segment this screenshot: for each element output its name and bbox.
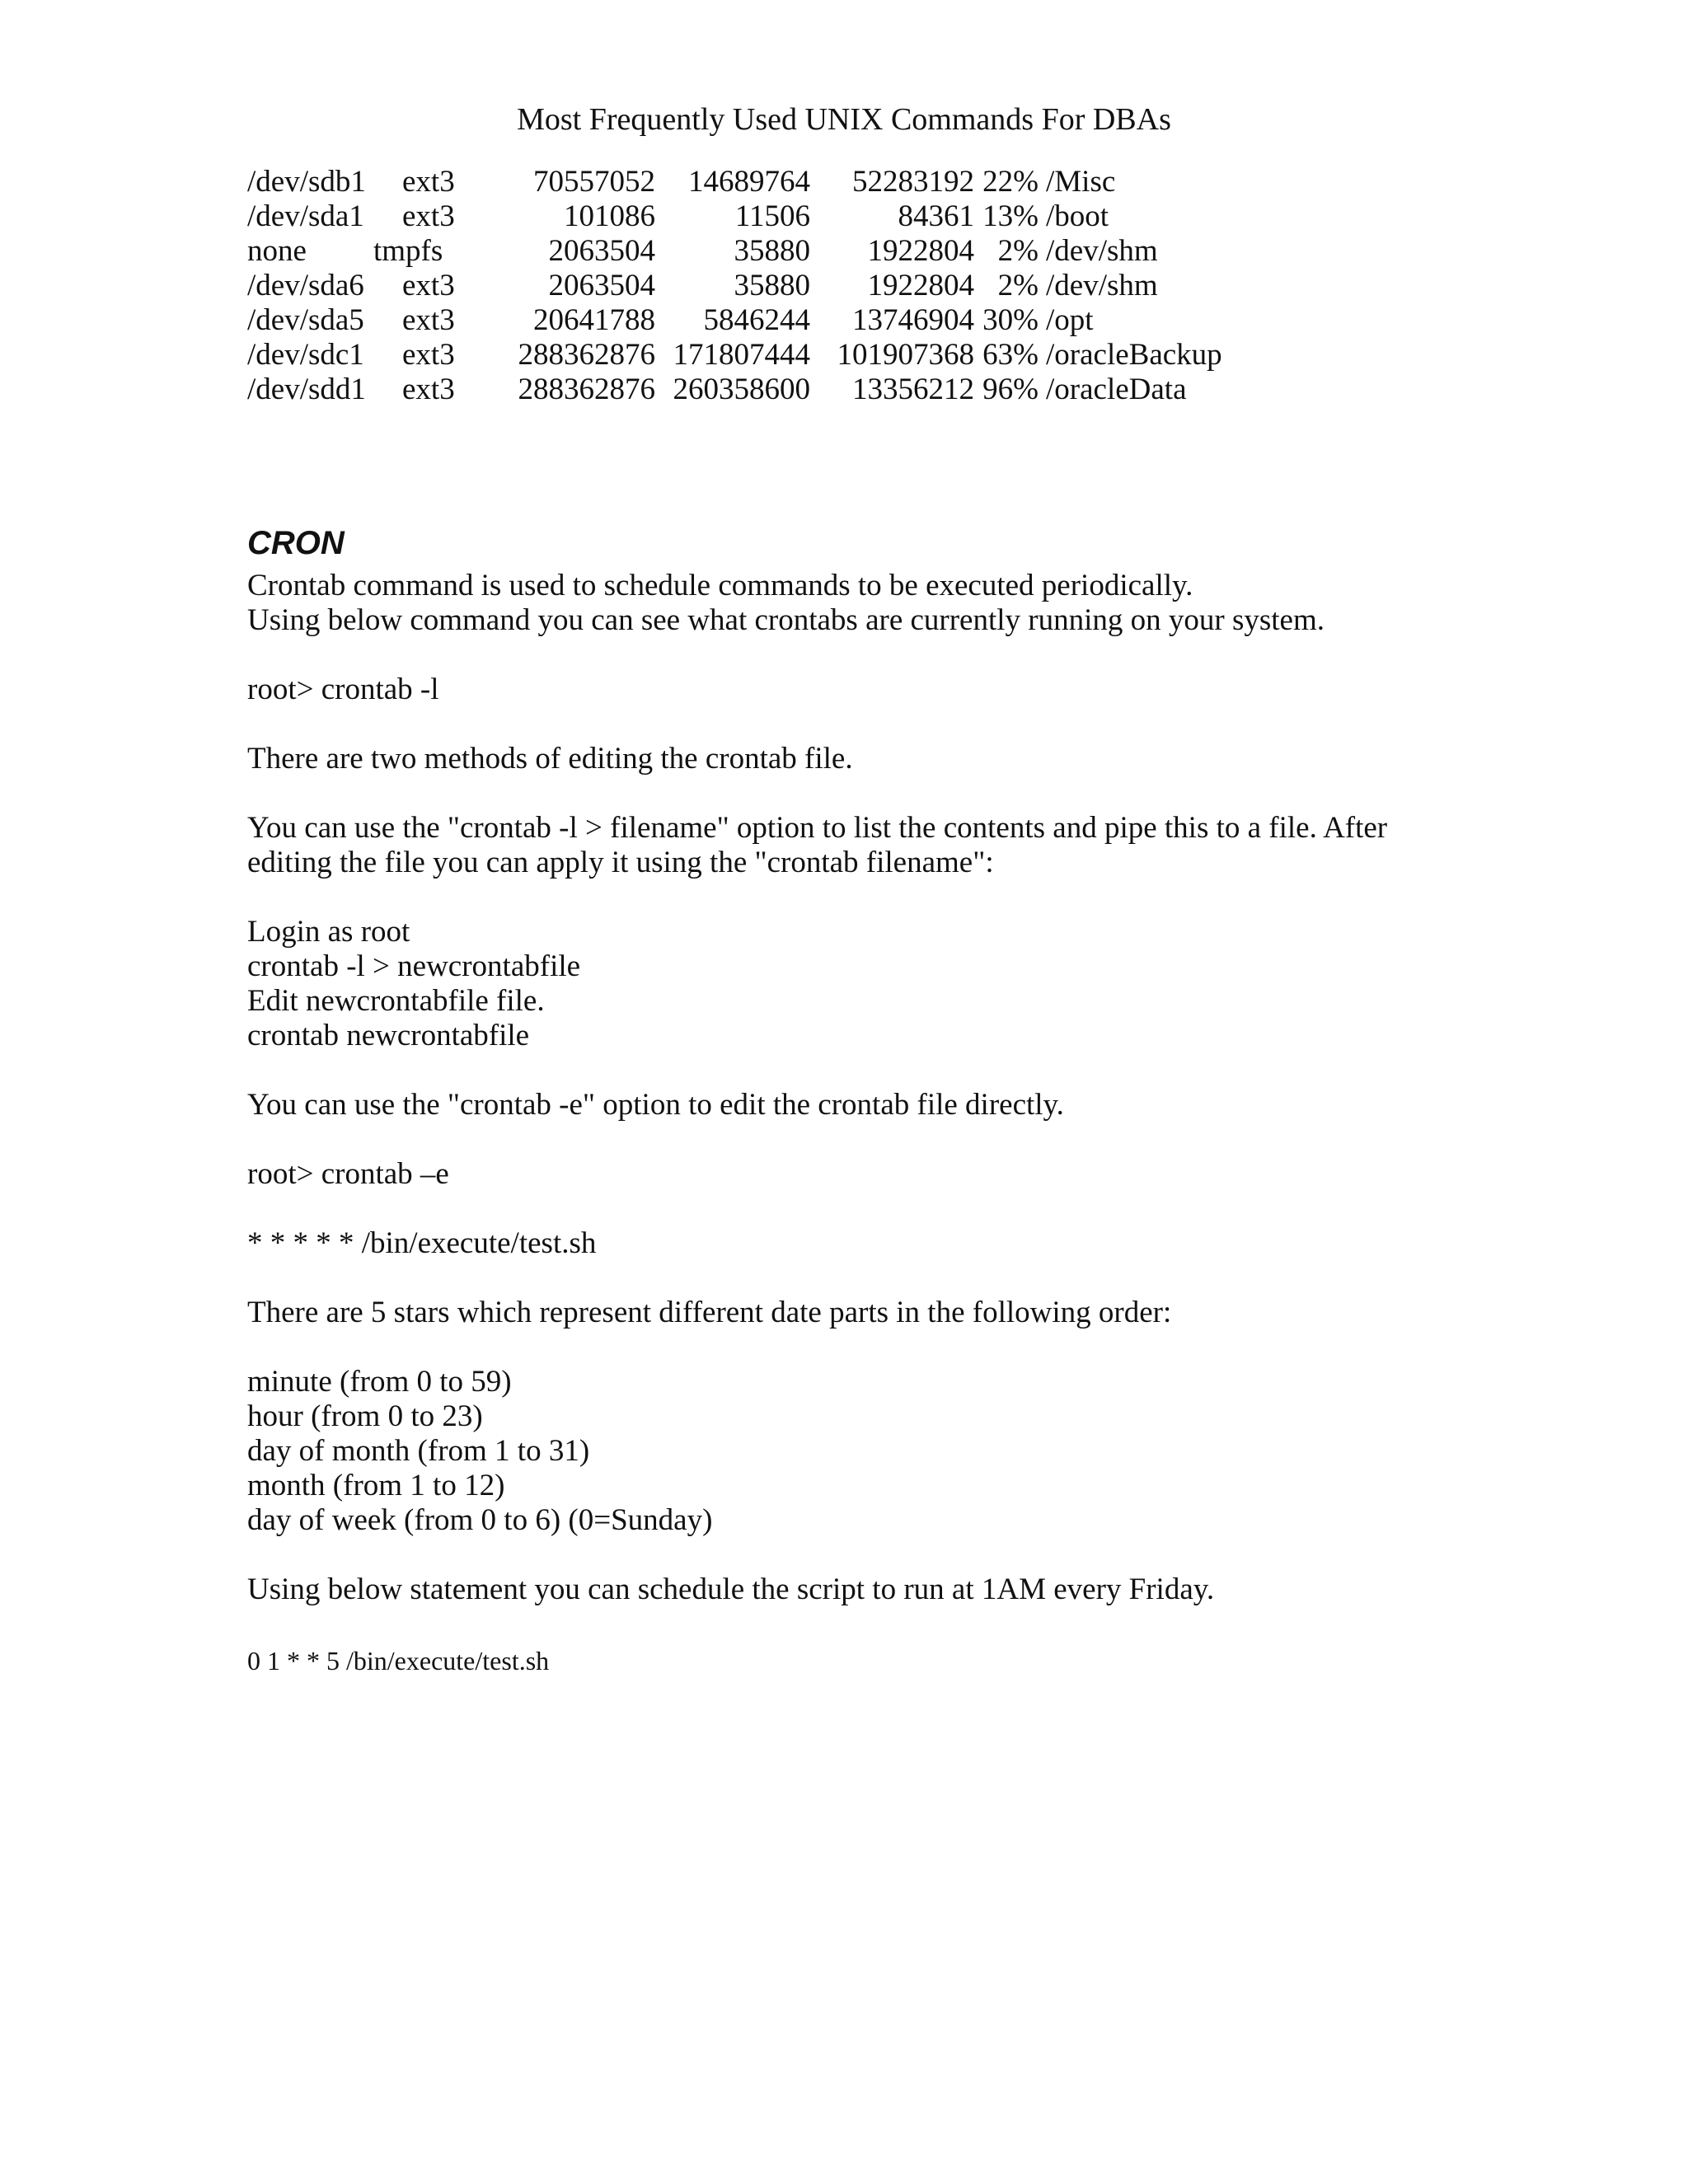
device-cell: none <box>247 234 307 268</box>
step-line: crontab newcrontabfile <box>247 1019 530 1052</box>
type-cell: ext3 <box>402 269 455 302</box>
use-percent-cell: 2% <box>997 269 1039 302</box>
available-cell: 101907368 <box>837 338 974 372</box>
available-cell: 1922804 <box>867 234 974 268</box>
field-line: day of week (from 0 to 6) (0=Sunday) <box>247 1503 713 1537</box>
device-cell: /dev/sdc1 <box>247 338 364 372</box>
type-cell: ext3 <box>402 303 455 337</box>
available-cell: 52283192 <box>852 165 974 199</box>
mount-cell: /dev/shm <box>1046 269 1158 302</box>
type-cell: ext3 <box>402 373 455 406</box>
mount-cell: /opt <box>1046 303 1094 337</box>
friday-intro-line: Using below statement you can schedule the script to run at 1AM every Friday. <box>247 1572 1215 1606</box>
use-percent-cell: 22% <box>982 165 1039 199</box>
mount-cell: /Misc <box>1046 165 1116 199</box>
step-line: Edit newcrontabfile file. <box>247 984 545 1018</box>
used-cell: 35880 <box>734 269 810 302</box>
type-cell: ext3 <box>402 199 455 233</box>
table-row <box>247 269 1236 303</box>
type-cell: tmpfs <box>373 234 443 268</box>
table-row <box>247 338 1236 373</box>
use-percent-cell: 13% <box>982 199 1039 233</box>
cron-intro-line: Using below command you can see what crontabs are currently running on your system. <box>247 603 1325 637</box>
field-line: month (from 1 to 12) <box>247 1469 505 1502</box>
table-row <box>247 165 1236 199</box>
use-percent-cell: 63% <box>982 338 1039 372</box>
type-cell: ext3 <box>402 165 455 199</box>
method-one-line: editing the file you can apply it using the "crontab filename": <box>247 846 994 879</box>
size-cell: 20641788 <box>533 303 655 337</box>
size-cell: 2063504 <box>548 234 655 268</box>
size-cell: 288362876 <box>518 338 655 372</box>
table-row <box>247 303 1236 338</box>
crontab-edit-command: root> crontab –e <box>247 1157 449 1191</box>
size-cell: 70557052 <box>533 165 655 199</box>
mount-cell: /dev/shm <box>1046 234 1158 268</box>
use-percent-cell: 2% <box>997 234 1039 268</box>
available-cell: 13356212 <box>852 373 974 406</box>
page-title: Most Frequently Used UNIX Commands For DBAs <box>517 102 1171 137</box>
method-two-line: You can use the "crontab -e" option to edit the crontab file directly. <box>247 1088 1064 1122</box>
stars-intro-line: There are 5 stars which represent different date parts in the following order: <box>247 1296 1172 1329</box>
crontab-list-command: root> crontab -l <box>247 673 439 706</box>
method-one-line: You can use the "crontab -l > filename" option to list the contents and pipe this to a file. After <box>247 811 1388 845</box>
used-cell: 260358600 <box>673 373 810 406</box>
disk-usage-table <box>247 165 1236 407</box>
use-percent-cell: 96% <box>982 373 1039 406</box>
device-cell: /dev/sdb1 <box>247 165 366 199</box>
cron-intro-line: Crontab command is used to schedule commands to be executed periodically. <box>247 569 1193 602</box>
step-line: crontab -l > newcrontabfile <box>247 949 581 983</box>
use-percent-cell: 30% <box>982 303 1039 337</box>
size-cell: 288362876 <box>518 373 655 406</box>
used-cell: 35880 <box>734 234 810 268</box>
mount-cell: /oracleData <box>1046 373 1187 406</box>
table-row <box>247 199 1236 234</box>
device-cell: /dev/sda6 <box>247 269 364 302</box>
size-cell: 101086 <box>564 199 655 233</box>
table-row <box>247 234 1236 269</box>
mount-cell: /oracleBackup <box>1046 338 1222 372</box>
cron-heading: CRON <box>247 525 345 561</box>
size-cell: 2063504 <box>548 269 655 302</box>
field-line: hour (from 0 to 23) <box>247 1399 483 1433</box>
example-cron-entry: * * * * * /bin/execute/test.sh <box>247 1226 597 1260</box>
field-line: day of month (from 1 to 31) <box>247 1434 590 1468</box>
device-cell: /dev/sda1 <box>247 199 364 233</box>
used-cell: 5846244 <box>703 303 810 337</box>
available-cell: 13746904 <box>852 303 974 337</box>
available-cell: 1922804 <box>867 269 974 302</box>
mount-cell: /boot <box>1046 199 1109 233</box>
field-line: minute (from 0 to 59) <box>247 1365 512 1399</box>
device-cell: /dev/sdd1 <box>247 373 366 406</box>
used-cell: 11506 <box>734 199 810 233</box>
table-row <box>247 373 1236 407</box>
friday-cron-entry: 0 1 * * 5 /bin/execute/test.sh <box>247 1646 550 1675</box>
device-cell: /dev/sda5 <box>247 303 364 337</box>
step-line: Login as root <box>247 915 410 949</box>
type-cell: ext3 <box>402 338 455 372</box>
available-cell: 84361 <box>898 199 974 233</box>
methods-paragraph: There are two methods of editing the crontab file. <box>247 742 853 776</box>
used-cell: 171807444 <box>673 338 810 372</box>
used-cell: 14689764 <box>688 165 810 199</box>
